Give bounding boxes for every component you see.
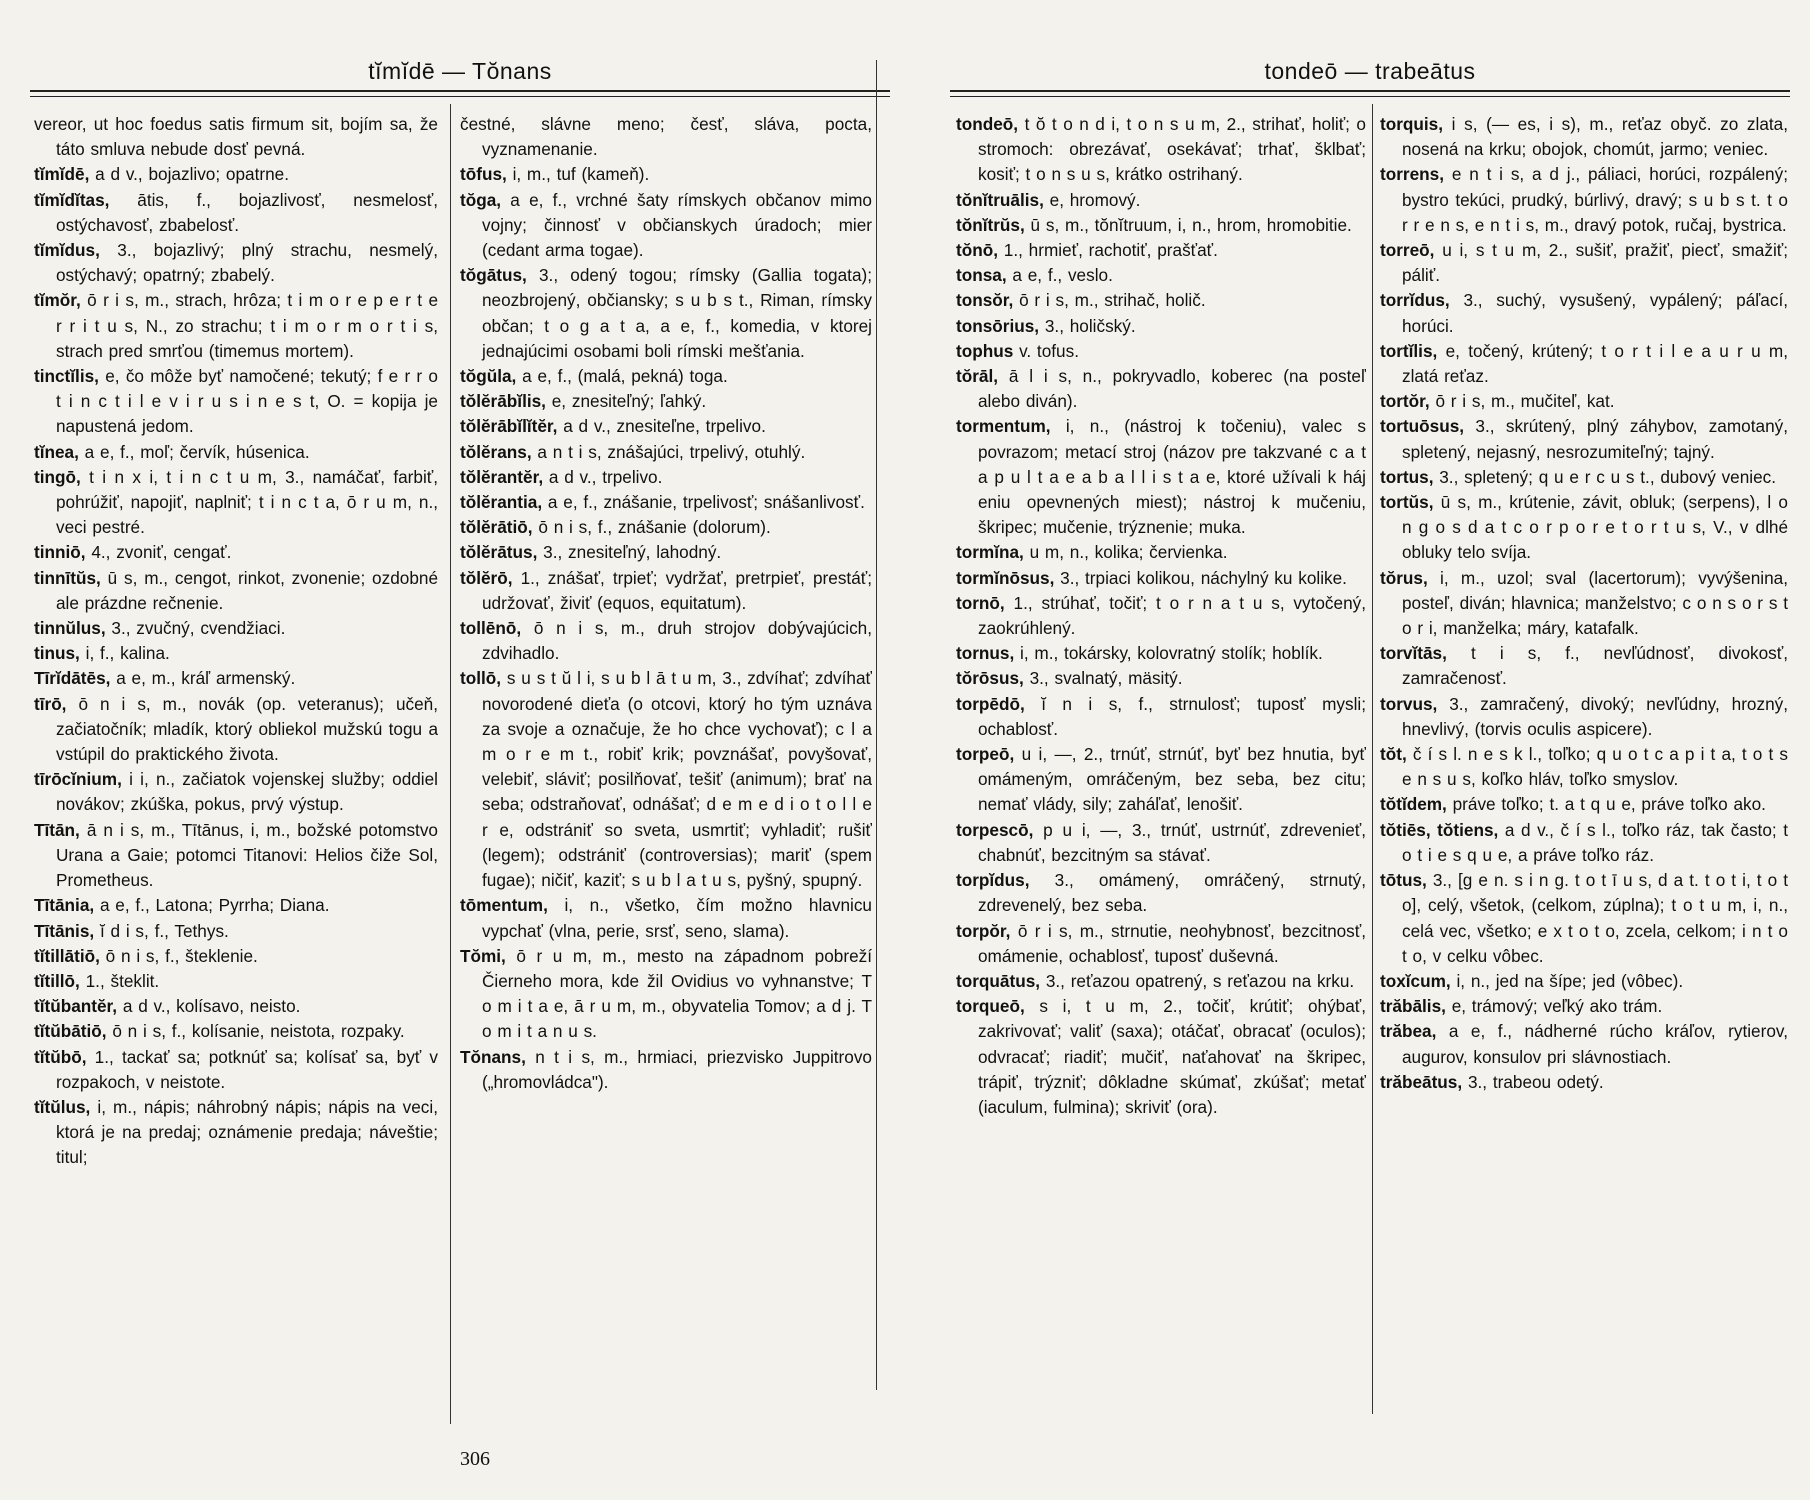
dictionary-entry (34, 566, 438, 616)
header-rule-thin (30, 96, 890, 97)
dictionary-entry (1380, 465, 1788, 490)
entry-headword: tŏlĕrantĕr, (460, 466, 544, 487)
entry-definition: i, m., tokársky, kolovratný stolík; hoblík. (1020, 643, 1323, 664)
entry-headword: tŏlĕrans, (460, 441, 532, 462)
column-divider (450, 104, 451, 1424)
entry-definition: ū s, m., cengot, rinkot, zvonenie; ozdobné ale prázdne rečnenie. (56, 567, 438, 613)
entry-headword: tĭmĭdē, (34, 164, 90, 185)
dictionary-entry (34, 666, 438, 691)
dictionary-entry (1380, 112, 1788, 162)
dictionary-entry (1380, 969, 1788, 994)
header-rule (30, 90, 890, 92)
entry-definition: ā n i s, m., Tītānus, i, m., božské potomstvo Urana a Gaie; potomci Titanovi: Helios čiže Sol, Prometheus. (56, 819, 438, 891)
dictionary-entry (956, 994, 1366, 1120)
entry-definition: ō r u m, m., mesto na západnom pobreží Čierneho mora, kde žil Ovidius vo vyhnanstve; T o m i t a e, ā r u m, m., obyvatelia Tomov; a d j. T o m i t a n u s. (482, 945, 872, 1042)
dictionary-entry (1380, 994, 1788, 1019)
dictionary-entry (460, 616, 872, 666)
dictionary-entry (34, 364, 438, 440)
dictionary-entry (956, 364, 1366, 414)
dictionary-entry (956, 339, 1366, 364)
entry-definition: 3., zamračený, divoký; nevľúdny, hrozný, hnevlivý, (torvis oculis aspicere). (1402, 693, 1788, 739)
entry-headword: tŏrāl, (956, 366, 999, 387)
dictionary-entry (460, 162, 872, 187)
dictionary-entry (1380, 288, 1788, 338)
entry-headword: tŏrōsus, (956, 668, 1024, 689)
entry-headword: tŏlĕrantia, (460, 492, 543, 513)
dictionary-entry (34, 1045, 438, 1095)
entry-definition: a d v., kolísavo, neisto. (122, 996, 301, 1017)
dictionary-entry (956, 188, 1366, 213)
right-column-2 (1380, 112, 1788, 1442)
entry-headword: tĭtillō, (34, 970, 80, 991)
entry-headword: tonsōrius, (956, 315, 1040, 336)
entry-definition: 3., bojazlivý; plný strachu, nesmelý, ostýchavý; opatrný; zbabelý. (56, 240, 438, 286)
entry-definition: u i, —, 2., trnúť, strnúť, byť bez hnutia, byť omámeným, omráčeným, bez seba, bez citu; nemať vlády, sily; zaháľať, lenošiť. (978, 744, 1366, 815)
dictionary-entry (1380, 792, 1788, 817)
entry-definition: 3., spletený; q u e r c u s t., dubový veniec. (1439, 466, 1777, 487)
dictionary-entry (1380, 162, 1788, 238)
entry-headword: tŏgŭla, (460, 366, 517, 387)
entry-definition: ĭ d i s, f., Tethys. (99, 920, 229, 941)
dictionary-entry (956, 919, 1366, 969)
dictionary-entry (460, 566, 872, 616)
entry-headword: tortus, (1380, 466, 1434, 487)
entry-definition: ō r i s, m., mučiteľ, kat. (1435, 391, 1615, 412)
entry-headword: tinnŭlus, (34, 618, 106, 639)
entry-headword: tīrōcĭnium, (34, 769, 122, 790)
entry-definition: 3., skrútený, plný záhybov, zamotaný, spletený, nejasný, nesrozumiteľný; tajný. (1402, 416, 1788, 462)
entry-definition: i s, (— es, i s), m., reťaz obyč. zo zlata, nosená na krku; obojok, chomút, jarmo; veniec. (1402, 114, 1788, 160)
entry-headword: tĭtŭbantĕr, (34, 996, 118, 1017)
dictionary-entry (1380, 339, 1788, 389)
entry-definition: e, čo môže byť namočené; tekutý; f e r r o t i n c t i l e v i r u s i n e s t, O. = kopija je napustená jedom. (56, 366, 438, 437)
right-running-header: tondeō — trabeātus (1264, 58, 1476, 84)
dictionary-entry (956, 414, 1366, 540)
dictionary-entry (34, 1019, 438, 1044)
entry-headword: tormĭna, (956, 542, 1024, 563)
dictionary-entry (1380, 1019, 1788, 1069)
entry-definition: 3., odený togou; rímsky (Gallia togata); neozbrojený, občiansky; s u b s t., Riman, rímsky občan; t o g a t a, a e, f., komedia, v ktorej jednajúcimi osobami boli rímski mešťania. (482, 265, 872, 361)
entry-definition: 4., zvoniť, cengať. (91, 542, 232, 563)
entry-definition: n t i s, m., hrmiaci, priezvisko Juppitrovo („hromovládca"). (482, 1046, 872, 1092)
dictionary-entry (1380, 868, 1788, 969)
dictionary-entry (34, 969, 438, 994)
dictionary-entry (1380, 692, 1788, 742)
entry-headword: torpŏr, (956, 920, 1011, 941)
dictionary-entry (460, 540, 872, 565)
entry-definition: ō r i s, m., strihač, holič. (1019, 290, 1206, 311)
entry-definition: s i, t u m, 2., točiť, krútiť; ohýbať, zakrivovať; valiť (saxa); otáčať, obracať (oculos); odvracať; riadiť; mučiť, naťahovať na škripec, trápiť, trýzniť; dôkladne skúmať, zkúšať; metať (iaculum, fulmina); skriviť (ora). (978, 996, 1366, 1117)
entry-definition: ō n i s, m., novák (op. veteranus); učeň, začiatočník; mladík, ktorý obliekol mužskú togu a vstúpil do praktického života. (56, 693, 438, 765)
column-divider (1372, 104, 1373, 1414)
entry-headword: torquātus, (956, 970, 1041, 991)
entry-headword: torpeō, (956, 744, 1015, 765)
dictionary-entry (956, 818, 1366, 868)
entry-headword: tŏrus, (1380, 567, 1428, 588)
entry-definition: s u s t ŭ l i, s u b l ā t u m, 3., zdvíhať; zdvíhať novorodené dieťa (o otcovi, ktorý ho tým uznáva za svoje a označuje, že ho chce vychovať); c l a m o r e m t., robiť krik; povznášať, povyšovať, velebiť, sláviť; posilňovať, tešiť (animum); brať na seba; odstraňovať, odnášať; d e m e d i o t o l l e r e, odstrániť so sveta, usmrtiť; vyhladiť; rušiť (legem); odstrániť (controversias); mariť (spem fugae); ničiť, kaziť; s u b l a t u s, pyšný, spupný. (482, 668, 872, 891)
dictionary-entry (34, 465, 438, 541)
dictionary-entry (956, 213, 1366, 238)
entry-headword: tŏtiēs, tŏtiens, (1380, 819, 1499, 840)
entry-headword: tĭtŭbātiō, (34, 1021, 107, 1042)
dictionary-entry (956, 238, 1366, 263)
entry-headword: tortĭlis, (1380, 340, 1438, 361)
entry-definition: i, m., nápis; náhrobný nápis; nápis na veci, ktorá je na predaj; oznámenie predaja; náveštie; titul; (56, 1096, 438, 1168)
entry-headword: torquis, (1380, 114, 1444, 134)
dictionary-entry (1380, 742, 1788, 792)
entry-headword: tŏlĕrō, (460, 567, 513, 588)
entry-headword: tonsa, (956, 265, 1007, 286)
entry-definition: p u i, —, 3., trnúť, ustrnúť, zdrevenieť, chabnúť, bezcitným sa stávať. (978, 819, 1366, 865)
entry-definition: a e, f., nádherné rúcho kráľov, rytierov, augurov, konsulov pri slávnostiach. (1402, 1021, 1788, 1067)
entry-headword: torreō, (1380, 240, 1435, 261)
entry-definition: 3., trabeou odetý. (1467, 1071, 1604, 1092)
dictionary-entry (34, 540, 438, 565)
right-column-1 (956, 112, 1366, 1442)
dictionary-entry (34, 944, 438, 969)
entry-headword: tĭmĭdus, (34, 240, 100, 261)
entry-headword: Tŏnans, (460, 1046, 526, 1067)
dictionary-entry (460, 893, 872, 943)
entry-definition: ā l i s, n., pokryvadlo, koberec (na posteľ alebo diván). (978, 366, 1366, 412)
entry-definition: v. tofus. (1019, 340, 1079, 361)
dictionary-entry (34, 919, 438, 944)
entry-headword: trăbeātus, (1380, 1071, 1463, 1092)
entry-headword: Tŏmi, (460, 945, 506, 966)
dictionary-entry (460, 389, 872, 414)
entry-headword: torqueō, (956, 996, 1025, 1017)
entry-headword: Tītānis, (34, 920, 95, 941)
dictionary-entry (34, 1095, 438, 1171)
dictionary-entry (956, 969, 1366, 994)
dictionary-entry (34, 238, 438, 288)
dictionary-entry (460, 263, 872, 364)
entry-headword: torvĭtās, (1380, 643, 1447, 664)
entry-headword: tinniō, (34, 542, 86, 563)
entry-definition: i, m., tuf (kameň). (512, 164, 650, 185)
entry-headword: tŏlĕrābĭlĭtĕr, (460, 416, 558, 437)
entry-headword: tŏgātus, (460, 265, 527, 286)
entry-definition: i, n., jed na šípe; jed (vôbec). (1456, 970, 1684, 991)
dictionary-entry (34, 692, 438, 768)
right-page (950, 0, 1790, 1500)
entry-definition: t i s, f., nevľúdnosť, divokosť, zamračenosť. (1402, 643, 1788, 689)
dictionary-entry (956, 591, 1366, 641)
entry-headword: tŏlĕrābĭlis, (460, 391, 546, 412)
dictionary-entry (956, 742, 1366, 818)
entry-definition: 3., reťazou opatrený, s reťazou na krku. (1045, 970, 1355, 991)
entry-headword: tōmentum, (460, 895, 548, 916)
entry-headword: torrĭdus, (1380, 290, 1450, 311)
entry-definition: a e, f., Latona; Pyrrha; Diana. (99, 895, 330, 916)
entry-headword: tĭmŏr, (34, 290, 81, 311)
dictionary-entry (956, 540, 1366, 565)
dictionary-entry (34, 818, 438, 894)
dictionary-entry (34, 893, 438, 918)
dictionary-entry (34, 616, 438, 641)
entry-definition: 3., suchý, vysušený, vypálený; páľací, horúci. (1402, 290, 1788, 336)
entry-headword: tollō, (460, 668, 502, 689)
entry-headword: torpescō, (956, 819, 1034, 840)
dictionary-entry (460, 364, 872, 389)
entry-headword: torvus, (1380, 693, 1438, 714)
entry-definition: ō r i s, m., strach, hrôza; t i m o r e p e r t e r r i t u s, N., zo strachu; t i m o r m o r t i s, strach pred smrťou (timemus mortem). (56, 290, 438, 361)
entry-headword: tornus, (956, 643, 1015, 664)
entry-headword: trăbālis, (1380, 996, 1446, 1017)
entry-definition: e, trámový; veľký ako trám. (1451, 996, 1663, 1017)
entry-definition: ō r i s, m., strnutie, neohybnosť, bezcitnosť, omámenie, ochablosť, tuposť duševná. (978, 920, 1366, 966)
entry-headword: tinctĭlis, (34, 366, 99, 387)
entry-definition: a e, f., (malá, pekná) toga. (522, 366, 728, 387)
entry-definition: i, m., uzol; sval (lacertorum); vyvýšenina, posteľ, diván; hlavnica; manželstvo; c o n s o r s t o r i, manželka; máry, katafalk. (1402, 567, 1788, 639)
entry-definition: a n t i s, znášajúci, trpelivý, otuhlý. (537, 441, 806, 462)
entry-definition: 3., trpiaci kolikou, náchylný ku kolike. (1060, 567, 1347, 588)
left-column-2 (460, 112, 872, 1442)
header-rule-thin (950, 96, 1790, 97)
entry-headword: tortŭs, (1380, 492, 1434, 513)
left-running-header: tĭmĭdē — Tŏnans (368, 58, 552, 84)
entry-headword: toxĭcum, (1380, 970, 1451, 991)
entry-headword: tophus (956, 340, 1014, 361)
page-number: 306 (460, 1448, 490, 1470)
entry-definition: 3., svalnatý, mäsitý. (1029, 668, 1183, 689)
dictionary-entry (460, 944, 872, 1045)
dictionary-entry (34, 112, 438, 162)
entry-definition: a e, m., kráľ armenský. (116, 668, 296, 689)
entry-definition: a d v., trpelivo. (548, 466, 663, 487)
entry-headword: tortŏr, (1380, 391, 1430, 412)
entry-headword: tonsŏr, (956, 290, 1014, 311)
entry-definition: a d v., bojazlivo; opatrne. (95, 164, 289, 185)
entry-definition: e n t i s, a d j., páliaci, horúci, rozpálený; bystro tekúci, prudký, búrlivý, dravý; s u b s t. t o r r e n s, e n t i s, m., dravý potok, ručaj, bystrica. (1402, 164, 1788, 235)
entry-headword: tŏnō, (956, 240, 998, 261)
entry-definition: čestné, slávne meno; česť, sláva, pocta, vyznamenanie. (460, 114, 872, 160)
entry-definition: 3., holičský. (1044, 315, 1136, 336)
entry-definition: a e, f., veslo. (1012, 265, 1113, 286)
dictionary-entry (34, 288, 438, 364)
entry-headword: tormentum, (956, 416, 1051, 437)
entry-headword: torrens, (1380, 164, 1444, 185)
dictionary-entry (460, 188, 872, 264)
entry-headword: tollēnō, (460, 618, 522, 639)
dictionary-entry (956, 263, 1366, 288)
entry-definition: ĭ n i s, f., strnulosť; tuposť mysli; ochablosť. (978, 693, 1366, 739)
entry-headword: Tīrĭdātēs, (34, 668, 111, 689)
dictionary-entry (460, 666, 872, 893)
page-edge-rule (876, 60, 877, 1390)
entry-definition: a e, f., znášanie, trpelivosť; snášanlivosť. (547, 492, 865, 513)
dictionary-entry (460, 414, 872, 439)
entry-definition: 3., omámený, omráčený, strnutý, zdrevenelý, bez seba. (978, 870, 1366, 916)
entry-definition: t i n x i, t i n c t u m, 3., namáčať, farbiť, pohrúžiť, napojiť, naplniť; t i n c t a, ō r u m, n., veci pestré. (56, 466, 438, 538)
entry-headword: trăbea, (1380, 1021, 1437, 1042)
dictionary-entry (956, 692, 1366, 742)
entry-headword: tŏlĕrātiō, (460, 517, 533, 538)
entry-definition: e, točený, krútený; t o r t i l e a u r u m, zlatá reťaz. (1402, 340, 1788, 387)
dictionary-entry (1380, 414, 1788, 464)
dictionary-entry (34, 188, 438, 238)
entry-definition: a d v., č í s l., toľko ráz, tak často; t o t i e s q u e, a práve toľko ráz. (1402, 819, 1788, 865)
dictionary-entry (460, 465, 872, 490)
dictionary-entry (34, 641, 438, 666)
entry-definition: a d v., znesiteľne, trpelivo. (563, 416, 766, 437)
entry-definition: 3., zvučný, cvendžiaci. (111, 618, 286, 639)
entry-headword: tingō, (34, 466, 81, 487)
dictionary-entry (460, 515, 872, 540)
dictionary-entry (34, 162, 438, 187)
entry-definition: 1., tackať sa; potknúť sa; kolísať sa, byť v rozpakoch, v neistote. (56, 1046, 438, 1092)
dictionary-entry (956, 641, 1366, 666)
entry-definition: a e, f., moľ; červík, húsenica. (84, 441, 310, 462)
entry-headword: torpĭdus, (956, 870, 1030, 891)
entry-definition: e, hromový. (1049, 189, 1141, 210)
entry-definition: ātis, f., bojazlivosť, nesmelosť, ostýchavosť, zbabelosť. (56, 189, 438, 235)
entry-headword: tŏt, (1380, 744, 1407, 765)
entry-headword: tĭtillātiō, (34, 945, 100, 966)
header-rule (950, 90, 1790, 92)
entry-definition: i, f., kalina. (85, 643, 170, 664)
entry-headword: tĭmĭdĭtas, (34, 189, 110, 210)
entry-definition: ō n i s, f., šteklenie. (105, 945, 258, 966)
entry-definition: vereor, ut hoc foedus satis firmum sit, bojím sa, že táto smluva nebude dosť pevná. (34, 114, 438, 160)
dictionary-entry (34, 440, 438, 465)
entry-definition: e, znesiteľný; ľahký. (551, 391, 707, 412)
entry-definition: i, n., (nástroj k točeniu), valec s povrazom; metací stroj (názov pre takzvané c a t a p u l t a e a b a l l i s t a e, ktoré užívali k háj eniu opevnených miest); nástroj k mučeniu, škripec; mučenie, trýznenie; muka. (978, 416, 1366, 538)
entry-headword: tŏnĭtrŭs, (956, 214, 1025, 235)
entry-headword: tormĭnōsus, (956, 567, 1055, 588)
entry-definition: 3., znesiteľný, lahodný. (543, 542, 722, 563)
dictionary-entry (956, 112, 1366, 188)
entry-headword: tŏnĭtruālis, (956, 189, 1044, 210)
dictionary-entry (1380, 641, 1788, 691)
dictionary-entry (1380, 238, 1788, 288)
entry-definition: 1., znášať, trpieť; vydržať, pretrpieť, prestáť; udržovať, živiť (equos, equitatum). (482, 567, 872, 613)
entry-headword: tĭnea, (34, 441, 79, 462)
entry-definition: 1., hrmieť, rachotiť, prašťať. (1003, 240, 1218, 261)
dictionary-entry (956, 666, 1366, 691)
entry-definition: i i, n., začiatok vojenskej služby; oddiel novákov; zkúška, pokus, prvý výstup. (56, 769, 438, 815)
entry-definition: 3., [g e n. s i n g. t o t ī u s, d a t. t o t i, t o t o], celý, všetok, (celkom, zúplna); t o t u m, i, n., celá vec, všetko; e x t o t o, zcela, celkom; i n t o t o, v celku vôbec. (1402, 870, 1788, 966)
dictionary-entry (1380, 389, 1788, 414)
entry-definition: 1., strúhať, točiť; t o r n a t u s, vytočený, zaokrúhlený. (978, 592, 1366, 639)
dictionary-entry (460, 440, 872, 465)
entry-headword: tōfus, (460, 164, 507, 185)
entry-definition: ō n i s, m., druh strojov dobývajúcich, zdvihadlo. (482, 618, 872, 664)
dictionary-entry (1380, 818, 1788, 868)
dictionary-entry (460, 112, 872, 162)
dictionary-entry (34, 994, 438, 1019)
entry-headword: tŏga, (460, 189, 502, 210)
dictionary-entry (1380, 566, 1788, 642)
dictionary-entry (1380, 1070, 1788, 1095)
left-column-1 (34, 112, 438, 1442)
entry-headword: tinus, (34, 643, 80, 664)
entry-definition: a e, f., vrchné šaty rímskych občanov mimo vojny; činnosť v občianskych úradoch; mier (cedant arma togae). (482, 189, 872, 261)
entry-definition: ū s, m., tŏnĭtruum, i, n., hrom, hromobitie. (1030, 214, 1352, 235)
entry-headword: Tītānia, (34, 895, 95, 916)
left-page (30, 0, 890, 1500)
entry-headword: tĭtŭlus, (34, 1096, 91, 1117)
dictionary-entry (956, 314, 1366, 339)
entry-headword: tōtus, (1380, 870, 1427, 891)
entry-definition: č í s l. n e s k l., toľko; q u o t c a p i t a, t o t s e n s u s, koľko hláv, toľko smyslov. (1402, 744, 1788, 790)
entry-definition: ō n i s, f., znášanie (dolorum). (538, 517, 771, 538)
dictionary-entry (1380, 490, 1788, 566)
entry-definition: 1., šteklit. (85, 970, 160, 991)
entry-definition: u i, s t u m, 2., sušiť, pražiť, piecť, smažiť; páliť. (1402, 240, 1788, 286)
entry-headword: Tītān, (34, 819, 80, 840)
entry-definition: u m, n., kolika; červienka. (1029, 542, 1228, 563)
dictionary-entry (460, 1045, 872, 1095)
dictionary-entry (34, 767, 438, 817)
entry-headword: tinnītŭs, (34, 567, 101, 588)
entry-headword: tīrō, (34, 693, 67, 714)
entry-definition: ō n i s, f., kolísanie, neistota, rozpaky. (112, 1021, 405, 1042)
entry-headword: torpēdō, (956, 693, 1025, 714)
entry-headword: tŏtĭdem, (1380, 794, 1447, 815)
entry-definition: i, n., všetko, čím možno hlavnicu vypchať (vlna, perie, srsť, seno, slama). (482, 895, 872, 941)
dictionary-entry (956, 868, 1366, 918)
entry-headword: tornō, (956, 592, 1005, 613)
entry-definition: t ŏ t o n d i, t o n s u m, 2., strihať, holiť; o stromoch: obrezávať, osekávať; trhať, šklbať; kosiť; t o n s u s, krátko ostrihaný. (978, 114, 1366, 185)
entry-headword: tondeō, (956, 114, 1019, 134)
entry-definition: práve toľko; t. a t q u e, práve toľko ako. (1452, 794, 1766, 815)
entry-headword: tĭtŭbō, (34, 1046, 87, 1067)
entry-headword: tŏlĕrātus, (460, 542, 538, 563)
entry-headword: tortuōsus, (1380, 416, 1465, 437)
dictionary-entry (956, 566, 1366, 591)
entry-definition: ū s, m., krútenie, závit, obluk; (serpens), l o n g o s d a t c o r p o r e t o r t u s, V., v dlhé obluky telo svíja. (1402, 492, 1788, 563)
dictionary-entry (460, 490, 872, 515)
dictionary-entry (956, 288, 1366, 313)
